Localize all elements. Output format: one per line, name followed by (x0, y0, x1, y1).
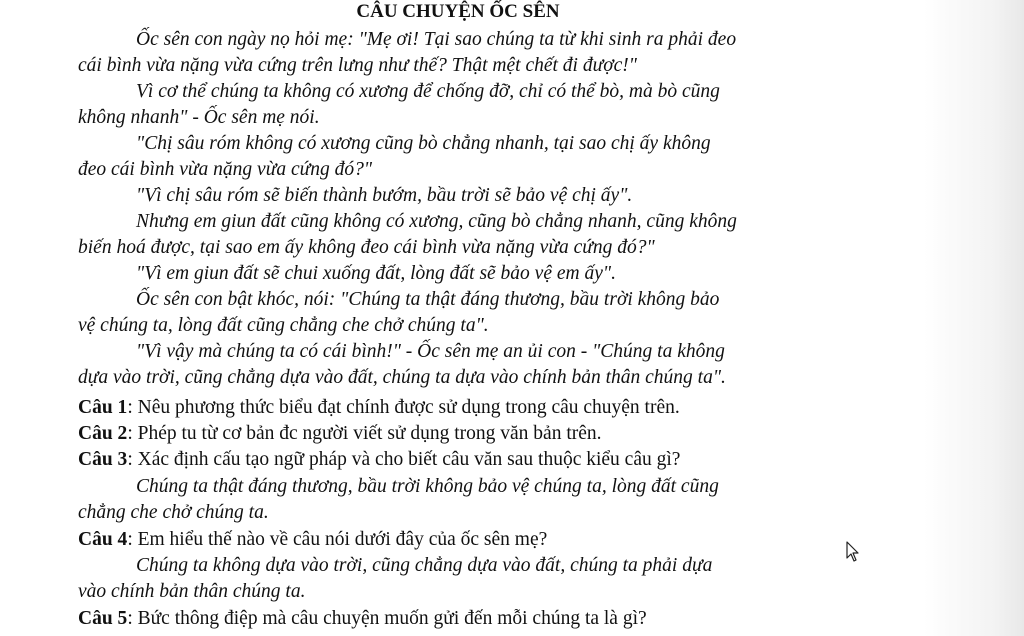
quote-line: Chúng ta thật đáng thương, bầu trời không bảo vệ chúng ta, lòng đất cũng (136, 476, 719, 497)
question-2 (78, 421, 602, 447)
question-text: : Phép tu từ cơ bản đc người viết sử dụng trong văn bản trên. (127, 423, 602, 444)
mouse-pointer-icon (846, 541, 860, 563)
question-3 (78, 447, 680, 473)
document-title: CÂU CHUYỆN ỐC SÊN (356, 1, 560, 22)
story-line: cái bình vừa nặng vừa cứng trên lưng như thế? Thật mệt chết đi được!" (78, 55, 637, 76)
story-line: vệ chúng ta, lòng đất cũng chẳng che chở chúng ta". (78, 315, 489, 336)
question-text: : Xác định cấu tạo ngữ pháp và cho biết câu văn sau thuộc kiểu câu gì? (127, 449, 681, 470)
story-line: "Vì vậy mà chúng ta có cái bình!" - Ốc sên mẹ an ủi con - "Chúng ta không (136, 341, 725, 362)
story-line: "Vì chị sâu róm sẽ biến thành bướm, bầu trời sẽ bảo vệ chị ấy". (136, 185, 633, 206)
story-line: "Chị sâu róm không có xương cũng bò chẳng nhanh, tại sao chị ấy không (136, 133, 711, 154)
question-label: Câu 3 (78, 449, 128, 470)
question-text: : Bức thông điệp mà câu chuyện muốn gửi đến mỗi chúng ta là gì? (127, 608, 647, 629)
page-margin-shadow (924, 0, 1024, 636)
quote-line: chẳng che chở chúng ta. (78, 502, 269, 523)
question-label: Câu 2 (78, 423, 128, 444)
question-label: Câu 4 (78, 529, 128, 550)
story-line: "Vì em giun đất sẽ chui xuống đất, lòng đất sẽ bảo vệ em ấy". (136, 263, 616, 284)
question-1 (78, 395, 680, 421)
story-line: dựa vào trời, cũng chẳng dựa vào đất, chúng ta dựa vào chính bản thân chúng ta". (78, 367, 726, 388)
story-line: Ốc sên con bật khóc, nói: "Chúng ta thật đáng thương, bầu trời không bảo (136, 289, 720, 310)
quote-line: Chúng ta không dựa vào trời, cũng chẳng dựa vào đất, chúng ta phải dựa (136, 555, 713, 576)
question-4 (78, 527, 547, 553)
story-line: không nhanh" - Ốc sên mẹ nói. (78, 107, 320, 128)
question-label: Câu 5 (78, 608, 128, 629)
question-text: : Em hiểu thế nào về câu nói dưới đây của ốc sên mẹ? (127, 529, 548, 550)
story-line: biến hoá được, tại sao em ấy không đeo cái bình vừa nặng vừa cứng đó?" (78, 237, 655, 258)
story-line: Ốc sên con ngày nọ hỏi mẹ: "Mẹ ơi! Tại sao chúng ta từ khi sinh ra phải đeo (136, 29, 737, 50)
quote-line: vào chính bản thân chúng ta. (78, 581, 306, 602)
story-line: Nhưng em giun đất cũng không có xương, cũng bò chẳng nhanh, cũng không (136, 211, 737, 232)
question-text: : Nêu phương thức biểu đạt chính được sử dụng trong câu chuyện trên. (127, 397, 680, 418)
story-line: đeo cái bình vừa nặng vừa cứng đó?" (78, 159, 373, 180)
question-label: Câu 1 (78, 397, 128, 418)
question-5 (78, 606, 647, 632)
story-line: Vì cơ thể chúng ta không có xương để chống đỡ, chỉ có thể bò, mà bò cũng (136, 81, 720, 102)
